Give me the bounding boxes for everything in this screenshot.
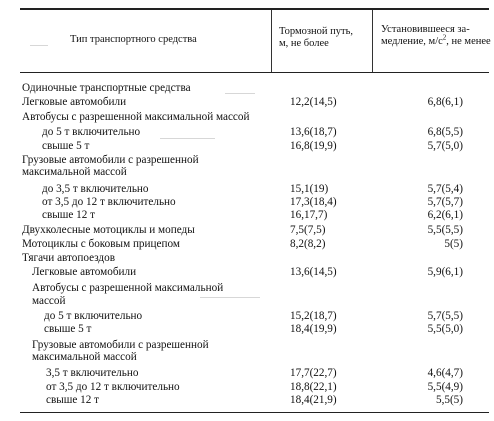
table-top-rule (20, 8, 489, 10)
braking-distance-value: 16,8(19,9) (290, 140, 337, 152)
row-label: до 5 т включительно (42, 126, 141, 138)
header-vehicle-type: Тип транспортного средства (70, 34, 197, 45)
row-label: Мотоциклы с боковым прицепом (22, 238, 180, 250)
braking-distance-value: 15,2(18,7) (290, 310, 337, 322)
deceleration-value: 5,5(5,0) (427, 323, 463, 335)
braking-distance-value: 18,4(19,9) (290, 323, 337, 335)
table-row (0, 350, 494, 364)
row-label: от 3,5 до 12 т включительно (46, 381, 180, 393)
table-row (0, 251, 494, 265)
row-label: Грузовые автомобили с разрешенной (32, 339, 209, 351)
table-row (0, 208, 494, 222)
header-deceleration: Установившееся за-медление, $м/с^2$, не менее (381, 24, 491, 47)
deceleration-value: 6,2(6,1) (427, 209, 463, 221)
deceleration-value: 6,8(5,5) (427, 126, 463, 138)
deceleration-value: 5,9(6,1) (427, 266, 463, 278)
scan-noise (30, 45, 48, 46)
deceleration-value: 5,5(5) (435, 394, 463, 406)
table-row (0, 139, 494, 153)
braking-distance-value: 13,6(14,5) (290, 266, 337, 278)
row-label: от 3,5 до 12 т включительно (42, 196, 176, 208)
column-divider-1 (271, 10, 272, 72)
braking-distance-value: 8,2(8,2) (290, 238, 326, 250)
table-row (0, 281, 494, 295)
row-label: максимальной массой (22, 166, 127, 178)
table-row (0, 125, 494, 139)
row-label: массой (32, 295, 66, 307)
table-row (0, 393, 494, 407)
deceleration-value: 4,6(4,7) (427, 367, 463, 379)
deceleration-value: 5,5(4,9) (427, 381, 463, 393)
deceleration-value: 5,7(5,7) (427, 196, 463, 208)
row-label: свыше 5 т (44, 323, 92, 335)
table-row (0, 223, 494, 237)
deceleration-value: 5,7(5,5) (427, 310, 463, 322)
row-label: Легковые автомобили (22, 96, 127, 108)
row-label: Тягачи автопоездов (22, 252, 115, 264)
braking-distance-value: 18,4(21,9) (290, 394, 337, 406)
row-label: свыше 5 т (42, 140, 90, 152)
table-row (0, 380, 494, 394)
row-label: Автобусы с разрешенной максимальной массой (22, 111, 250, 123)
row-label: 3,5 т включительно (46, 367, 139, 379)
deceleration-value: 5,7(5,4) (427, 183, 463, 195)
table-row (0, 237, 494, 251)
braking-distance-value: 16,17,7) (290, 209, 328, 221)
table-row (0, 182, 494, 196)
header-braking-distance: Тормозной путь, м, не более (279, 26, 353, 49)
row-label: Легковые автомобили (32, 266, 137, 278)
row-label: до 5 т включительно (44, 310, 143, 322)
row-label: Двухколесные мотоциклы и мопеды (22, 224, 195, 236)
row-label: максимальной массой (32, 351, 137, 363)
deceleration-value: 5,7(5,0) (427, 140, 463, 152)
table-row (0, 366, 494, 380)
braking-distance-value: 15,1(19) (290, 183, 329, 195)
braking-distance-value: 17,7(22,7) (290, 367, 337, 379)
column-divider-2 (372, 10, 373, 72)
braking-distance-value: 18,8(22,1) (290, 381, 337, 393)
table-bottom-rule (20, 412, 489, 413)
table-row (0, 195, 494, 209)
table-row (0, 265, 494, 279)
row-label: свыше 12 т (42, 209, 96, 221)
table-row (0, 95, 494, 109)
header-bottom-rule (20, 72, 489, 73)
row-label: Грузовые автомобили с разрешенной (22, 154, 199, 166)
table-row (0, 165, 494, 179)
deceleration-value: 5,5(5,5) (427, 224, 463, 236)
row-label: Автобусы с разрешенной максимальной (32, 282, 224, 294)
braking-distance-value: 17,3(18,4) (290, 196, 337, 208)
table-row (0, 309, 494, 323)
braking-distance-value: 13,6(18,7) (290, 126, 337, 138)
table-row (0, 110, 494, 124)
table-row (0, 322, 494, 336)
braking-distance-value: 7,5(7,5) (290, 224, 326, 236)
table-row (0, 81, 494, 95)
row-label: до 3,5 т включительно (42, 183, 149, 195)
deceleration-value: 5(5) (444, 238, 463, 250)
braking-distance-value: 12,2(14,5) (290, 96, 337, 108)
deceleration-value: 6,8(6,1) (427, 96, 463, 108)
row-label: свыше 12 т (46, 394, 100, 406)
row-label: Одиночные транспортные средства (22, 82, 191, 94)
table-row (0, 294, 494, 308)
